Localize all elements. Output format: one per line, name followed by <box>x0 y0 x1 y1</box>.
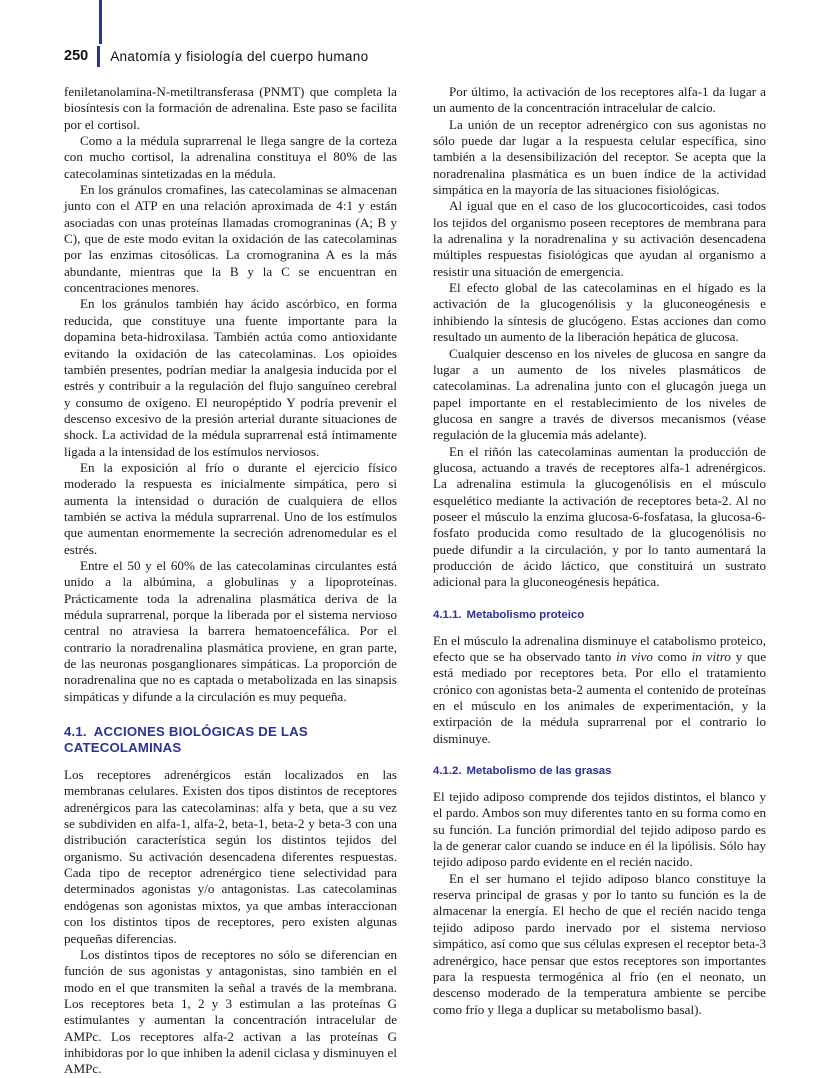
paragraph: Los receptores adrenérgicos están localizados en las membranas celulares. Existen dos tipos distintos de receptores adrenérgicos para las catecolaminas: alfa y beta, que a su vez se subdividen en alfa-1, alfa-2, beta-1, beta-2 y beta-3 con una distribución característica según los distintos tejidos del organismo. Su activación desencadena diferentes respuestas. Cada tipo de receptor adrenérgico tiene selectividad para determinados agonistas y/o antagonistas. Las catecolaminas endógenas son agonistas mixtos, ya que ambas interaccionan con los distintos tipos de receptores, pero existen algunas pequeñas diferencias. <box>64 767 397 946</box>
paragraph: En el riñón las catecolaminas aumentan la producción de glucosa, actuando a través de receptores alfa-1 adrenérgicos. La adrenalina estimula la glucogenólisis en el músculo esquelético mediante la activación de receptores beta-2. Al no poseer el músculo la enzima glucosa-6-fosfatasa, la glucosa-6-fosfato producida como resultado de la glucogenólisis no puede difundir a la circulación, y por lo tanto aumentará la producción de ácido láctico, que constituirá un sustrato adicional para la gluconeogénesis hepática. <box>433 443 766 590</box>
paragraph: Entre el 50 y el 60% de las catecolaminas circulantes está unido a la albúmina, a globulinas y a lipoproteínas. Prácticamente toda la adrenalina plasmática deriva de la médula suprarrenal, porque la liberada por el sistema nervioso central no atraviesa la barrera hematoencefálica. Por el contrario la noradrenalina plasmática proviene, en gran parte, de las neuronas posganglionares simpáticas. La proporción de noradrenalina que no es captada o metabolizada en las sinapsis simpáticas y difunde a la circulación es muy pequeña. <box>64 557 397 704</box>
paragraph: En los gránulos cromafines, las catecolaminas se almacenan junto con el ATP en una relación aproximada de 4:1 y están asociadas con unas proteínas llamadas cromograninas (A; B y C), que de este modo evitan la oxidación de las catecolaminas por las enzimas citosólicas. La cromogranina A es la más abundante, mientras que la B y la C se encuentran en concentraciones menores. <box>64 182 397 296</box>
subsection-heading <box>433 764 766 778</box>
left-column <box>64 84 397 1077</box>
paragraph: Al igual que en el caso de los glucocorticoides, casi todos los tejidos del organismo poseen receptores de membrana para la adrenalina y la noradrenalina y su activación desencadena múltiples respuestas fisiológicas que ayudan al organismo a resistir una situación de emergencia. <box>433 198 766 279</box>
subsection-number: 4.1.2. <box>433 765 462 778</box>
section-number: 4.1. <box>64 724 87 740</box>
right-column <box>433 84 766 1034</box>
paragraph: feniletanolamina-N-metiltransferasa (PNMT) que completa la biosíntesis con la formación de adrenalina. Este paso se facilita por el cortisol. <box>64 84 397 132</box>
section-heading <box>64 724 397 756</box>
subsection-title: Metabolismo de las grasas <box>466 765 612 778</box>
paragraph: En la exposición al frío o durante el ejercicio físico moderado la respuesta es inicialmente simpática, pero si aumenta la intensidad o duración de cualquiera de ellos también se activa la médula suprarrenal. Uno de los estímulos que aumentan enormemente la secreción adrenomedular es el estrés. <box>64 459 397 557</box>
subsection-heading <box>433 608 766 622</box>
two-column-body <box>64 84 767 1077</box>
paragraph: En el ser humano el tejido adiposo blanco constituye la reserva principal de grasas y por lo tanto su función es la de almacenar la energía. El hecho de que el recién nacido tenga tejido adiposo pardo inervado por el sistema nervioso simpático, así como que sus células expresen el receptor beta-3 adrenérgico, hace pensar que estos receptores son importantes para la respuesta termogénica al frío (en el neonato, un descenso moderado de la temperatura ambiente se percibe como frío y llega a duplicar su metabolismo basal). <box>433 870 766 1017</box>
section-title: ACCIONES BIOLÓGICAS DE LAS CATECOLAMINAS <box>64 724 308 756</box>
paragraph: La unión de un receptor adrenérgico con sus agonistas no sólo puede dar lugar a la respuesta celular específica, sino también a la desensibilización del receptor. Se acepta que la noradrenalina plasmática es un buen índice de la actividad simpática en la mayoría de las situaciones fisiológicas. <box>433 116 766 198</box>
paragraph: El tejido adiposo comprende dos tejidos distintos, el blanco y el pardo. Ambos son muy diferentes tanto en su forma como en su función. La función primordial del tejido adiposo pardo es la de generar calor cuando se induce en él la lipólisis. Sólo hay tejido adiposo pardo evidente en el recién nacido. <box>433 789 766 870</box>
top-accent-rule <box>99 0 102 44</box>
running-title: Anatomía y fisiología del cuerpo humano <box>110 48 369 64</box>
paragraph: El efecto global de las catecolaminas en el hígado es la activación de la glucogenólisis y la gluconeogénesis e inhibiendo la síntesis de glucógeno. Estas acciones dan como resultado un aumento de la liberación hepática de glucosa. <box>433 280 766 345</box>
paragraph: En el músculo la adrenalina disminuye el catabolismo proteico, efecto que se ha observado tanto in vivo como in vitro y que está mediado por receptores beta. Por ello el tratamiento crónico con agonistas beta-2 aumenta el contenido de proteínas en el músculo en los animales de experimentación, y la extirpación de la médula suprarrenal por el contrario lo disminuye. <box>433 632 767 746</box>
page-number: 250 <box>64 48 89 64</box>
header-divider <box>97 46 100 67</box>
subsection-title: Metabolismo proteico <box>466 608 585 621</box>
subsection-number: 4.1.1. <box>433 608 462 621</box>
paragraph: Cualquier descenso en los niveles de glucosa en sangre da lugar a un aumento de los niveles plasmáticos de catecolaminas. La adrenalina junto con el glucagón juega un papel importante en el restablecimiento de los niveles de glucosa en sangre a través de diversos mecanismos (véase regulación de la glucemia más adelante). <box>433 345 766 443</box>
paragraph: En los gránulos también hay ácido ascórbico, en forma reducida, que constituye una fuente importante para la dopamina beta-hidroxilasa. También actúa como antioxidante evitando la oxidación de las catecolaminas. Los opioides también presentes, podrían mediar la analgesia inducida por el estrés y contribuir a la regulación del flujo sanguíneo cerebral y consumo de oxígeno. El neuropéptido Y podría prevenir el descenso excesivo de la presión arterial durante situaciones de shock. La actividad de la médula suprarrenal está íntimamente ligada a la intensidad de los estímulos nerviosos. <box>64 296 397 459</box>
paragraph: Por último, la activación de los receptores alfa-1 da lugar a un aumento de la concentración intracelular de calcio. <box>433 84 766 116</box>
page-header <box>64 44 764 68</box>
paragraph: Los distintos tipos de receptores no sólo se diferencian en función de sus agonistas y antagonistas, sino también en el modo en el que transmiten la señal a través de la membrana. Los receptores beta 1, 2 y 3 estimulan a las proteínas G estimulantes y aumentan la concentración intracelular de AMPc. Los receptores alfa-2 activan a las proteínas G inhibidoras por lo que inhiben la adenil ciclasa y disminuyen el AMPc. <box>64 946 397 1077</box>
paragraph: Como a la médula suprarrenal le llega sangre de la corteza con mucho cortisol, la adrenalina constituya el 80% de las catecolaminas sintetizadas en la médula. <box>64 133 397 181</box>
